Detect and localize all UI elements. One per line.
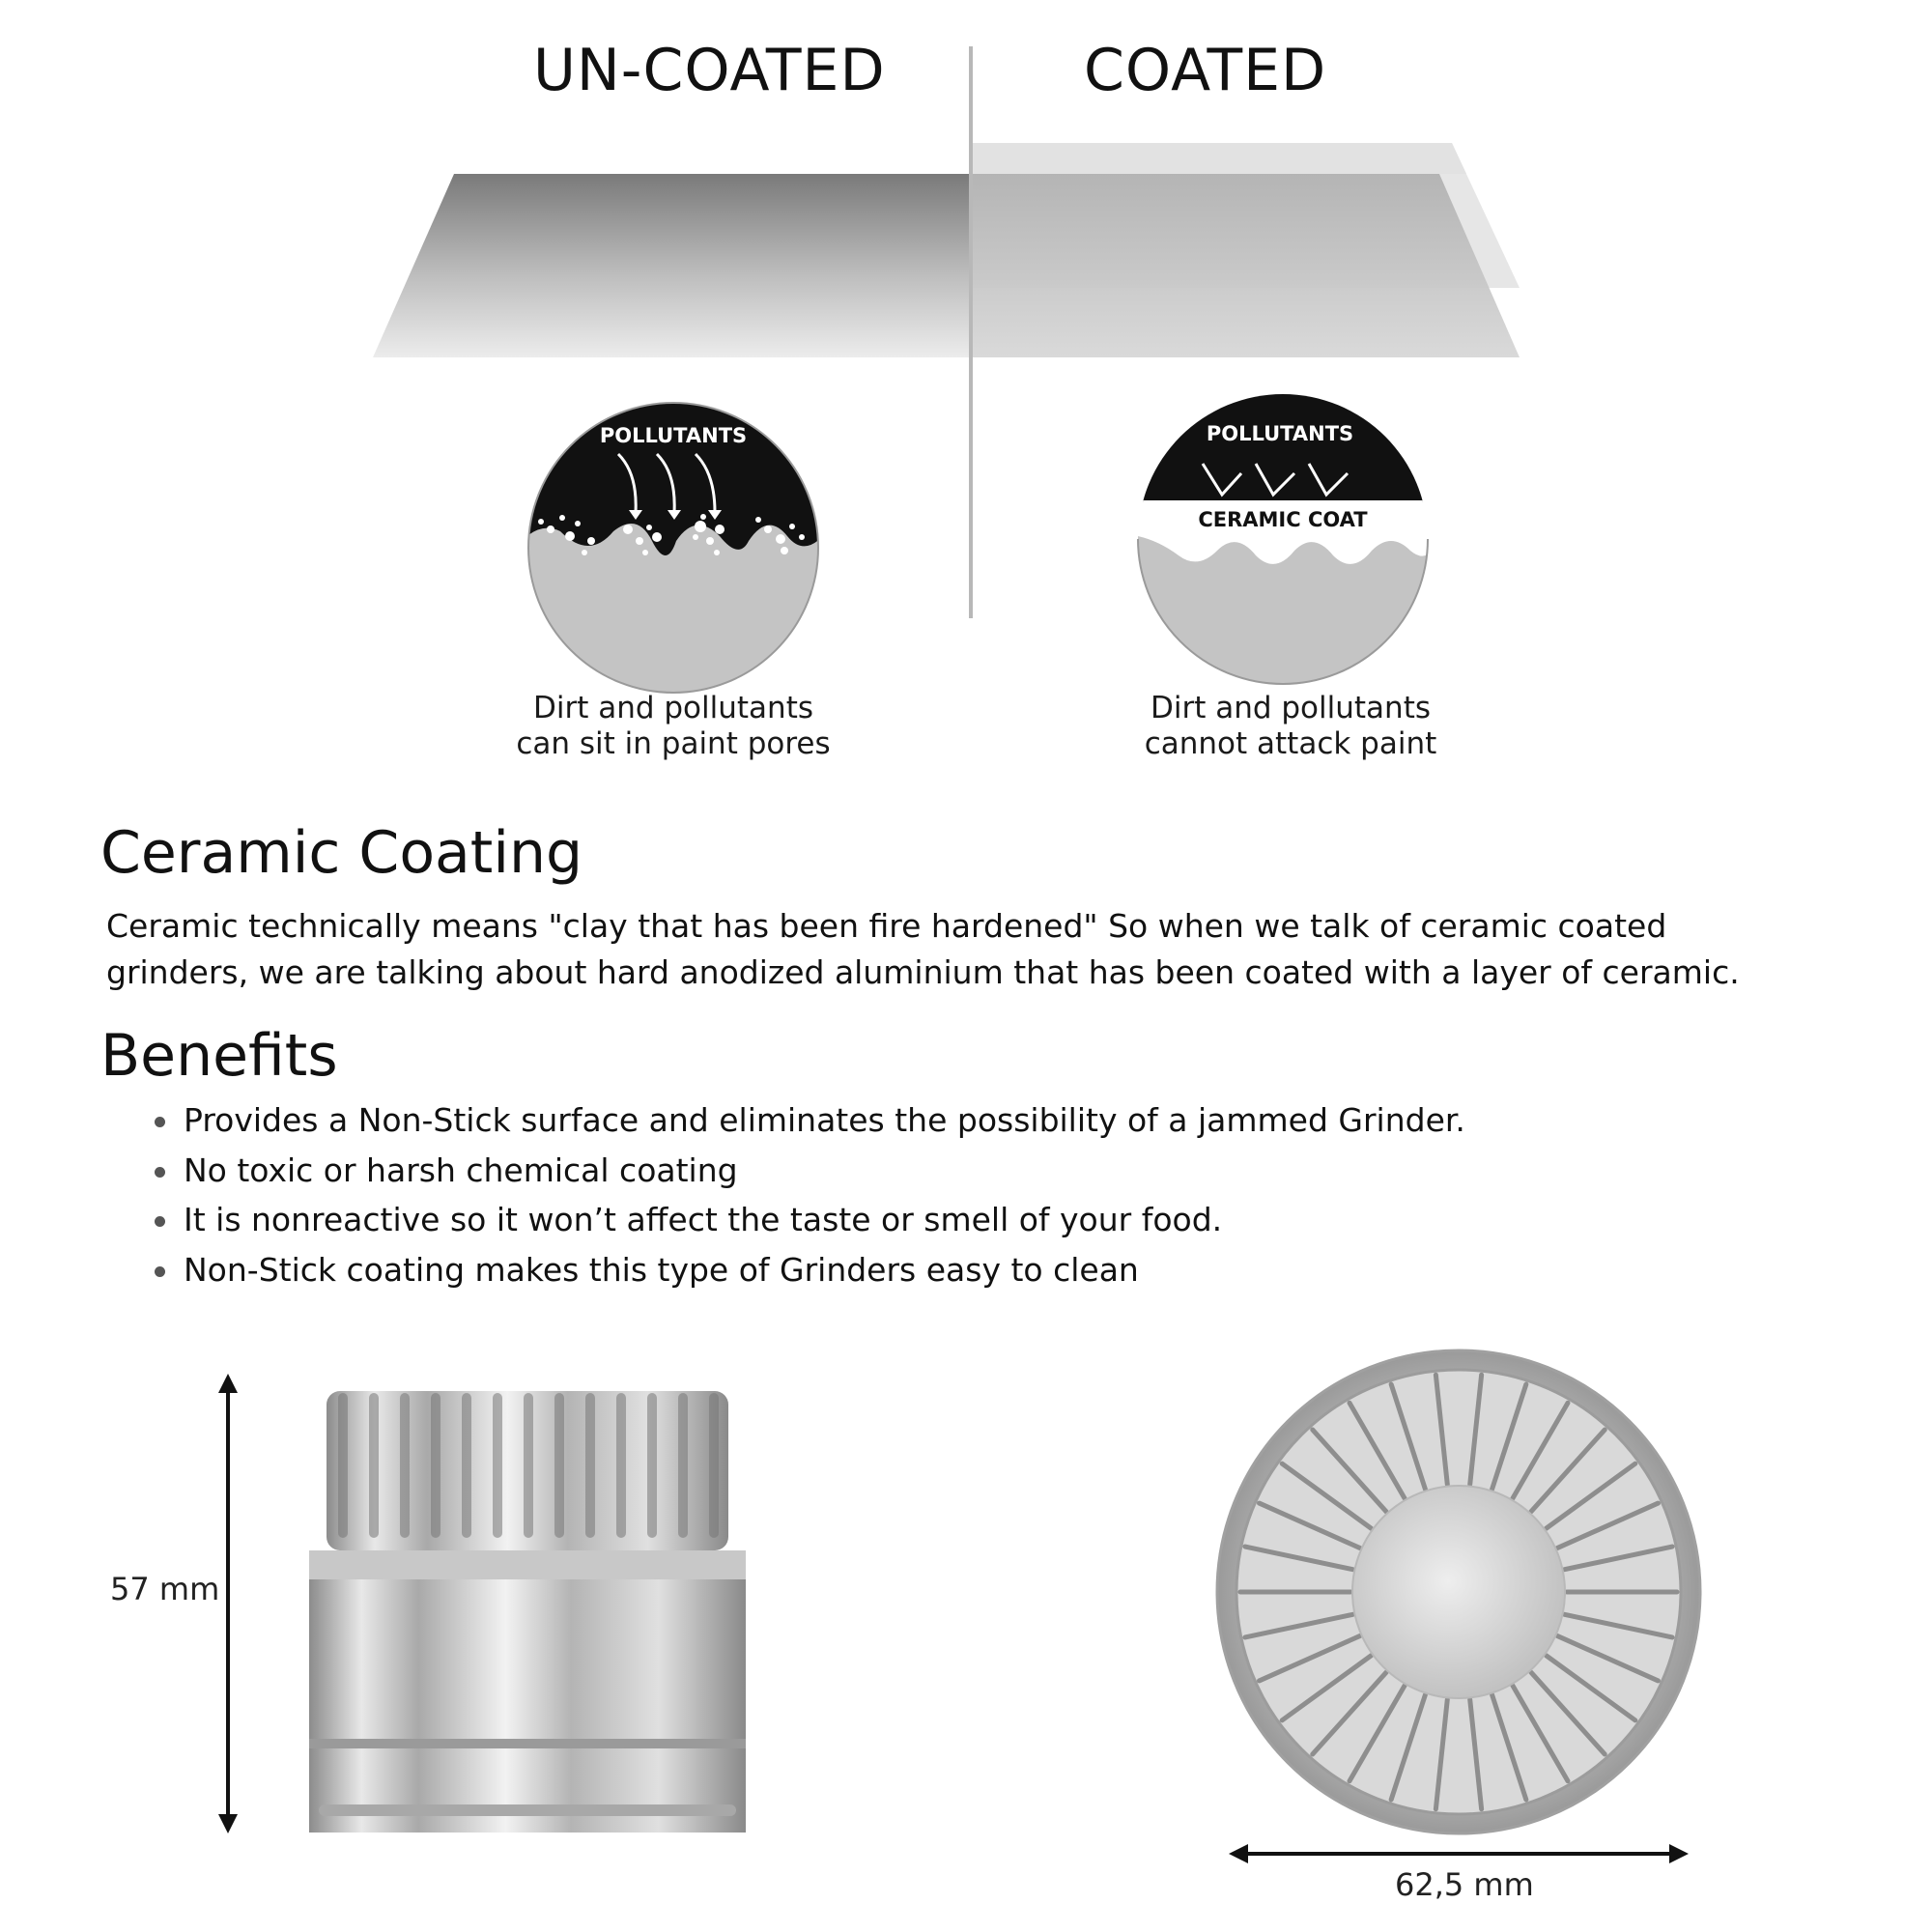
diameter-dimension-arrow — [1229, 1844, 1689, 1863]
coated-pollutants-badge: POLLUTANTS — [1206, 422, 1354, 445]
benefit-text: Non-Stick coating makes this type of Grinders easy to clean — [184, 1250, 1139, 1289]
benefits-list — [155, 1095, 1465, 1294]
uncoated-caption-line1: Dirt and pollutants — [532, 691, 814, 725]
ceramic-coat-label: CERAMIC COAT — [1198, 508, 1368, 531]
benefit-item — [155, 1245, 1465, 1295]
ceramic-description-line2: grinders, we are talking about hard anodized aluminium that has been coated with a layer of ceramic. — [106, 953, 1740, 991]
ceramic-coating-title: Ceramic Coating — [100, 819, 583, 887]
benefits-title: Benefits — [100, 1022, 338, 1090]
coated-panel — [971, 143, 1520, 357]
uncoated-heading: UN-COATED — [533, 37, 886, 104]
bullet-icon — [155, 1117, 165, 1127]
uncoated-caption — [480, 691, 867, 762]
grinder-side-view — [309, 1391, 746, 1833]
benefit-item — [155, 1095, 1465, 1146]
bullet-icon — [155, 1167, 165, 1178]
comparison-illustration — [0, 0, 1932, 773]
benefit-item — [155, 1195, 1465, 1245]
ceramic-description-line1: Ceramic technically means "clay that has been fire hardened" So when we talk of ceramic coated — [106, 907, 1667, 945]
benefit-text: No toxic or harsh chemical coating — [184, 1151, 738, 1189]
benefit-text: It is nonreactive so it won’t affect the taste or smell of your food. — [184, 1201, 1223, 1238]
grinder-top-view — [1217, 1350, 1700, 1833]
coated-heading: COATED — [1084, 37, 1327, 104]
benefit-text: Provides a Non-Stick surface and eliminates the possibility of a jammed Grinder. — [184, 1101, 1465, 1139]
bullet-icon — [155, 1216, 165, 1227]
coated-caption-line2: cannot attack paint — [1144, 726, 1437, 761]
bullet-icon — [155, 1266, 165, 1277]
height-dimension-label: 57 mm — [110, 1571, 220, 1607]
uncoated-panel — [373, 174, 971, 357]
coated-caption — [1097, 691, 1484, 762]
diameter-dimension-label: 62,5 mm — [1395, 1866, 1534, 1903]
ceramic-description — [106, 903, 1922, 996]
coated-caption-line1: Dirt and pollutants — [1150, 691, 1432, 725]
product-illustration — [0, 1333, 1932, 1932]
uncoated-caption-line2: can sit in paint pores — [516, 726, 831, 761]
benefit-item — [155, 1146, 1465, 1196]
height-dimension-arrow — [218, 1374, 238, 1833]
uncoated-pollutants-badge: POLLUTANTS — [599, 424, 748, 447]
